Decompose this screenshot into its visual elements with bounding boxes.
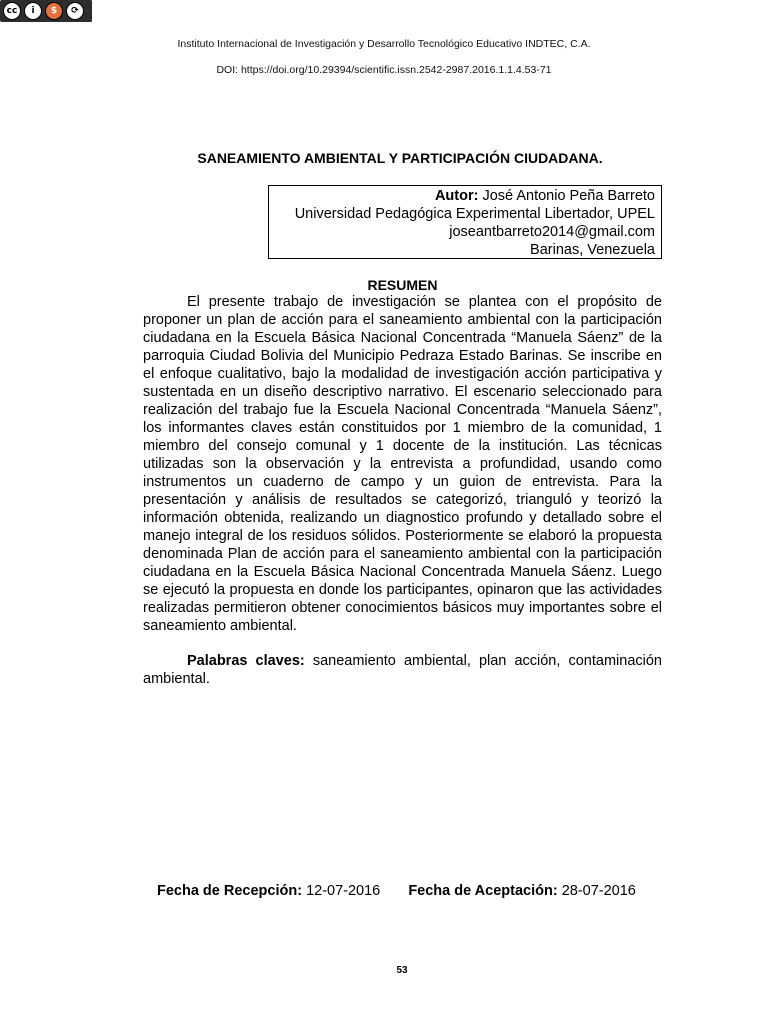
author-email[interactable]: joseantbarreto2014@gmail.com xyxy=(449,224,655,240)
author-box xyxy=(268,185,662,259)
author-name: José Antonio Peña Barreto xyxy=(482,188,655,204)
accepted-label: Fecha de Aceptación: xyxy=(408,883,558,899)
nc-icon: $ xyxy=(45,2,63,20)
keywords-text: saneamiento ambiental, plan acción, contaminación ambiental. xyxy=(143,653,662,687)
received-date: 12-07-2016 xyxy=(306,883,381,899)
author-label: Autor: xyxy=(434,188,479,204)
paper-title: SANEAMIENTO AMBIENTAL Y PARTICIPACIÓN CIUDADANA. xyxy=(197,150,603,166)
dates-line xyxy=(157,883,636,899)
abstract-heading: RESUMEN xyxy=(367,277,438,293)
cc-icon: cc xyxy=(3,2,21,20)
keywords-label: Palabras claves: xyxy=(187,653,305,669)
institution-header: Instituto Internacional de Investigación y Desarrollo Tecnológico Educativo INDTEC, C.A. xyxy=(177,38,591,50)
accepted-date: 28-07-2016 xyxy=(561,883,636,899)
abstract-text: El presente trabajo de investigación se plantea con el propósito de proponer un plan de acción para el saneamiento ambiental con la participación ciudadana en la Escuela Básica Nacional Concentrada “Manuela Sáenz” de la parroquia Ciudad Bolivia del Municipio Pedraza Estado Barinas. Se inscribe en el enfoque cualitativo, bajo la modalidad de investigación acción participativa y sustentada en un diseño descriptivo narrativo. El escenario seleccionado para realización del trabajo fue la Escuela Nacional Concentrada “Manuela Sáenz”, los informantes claves están constituidos por 1 miembro de la comunidad, 1 miembro del consejo comunal y 1 docente de la institución. Las técnicas utilizadas son la observación y la entrevista a profundidad, usando como instrumentos un cuaderno de campo y un guion de entrevista. Para la presentación y análisis de resultados se categorizó, trianguló y teorizó la información obtenida, realizando un diagnostico profundo y detallado sobre el manejo integral de los residuos sólidos. Posteriormente se elaboró la propuesta denominada Plan de acción para el saneamiento ambiental con la participación ciudadana en la Escuela Básica Nacional Concentrada Manuela Sáenz. Luego se ejecutó la propuesta en donde los participantes, opinaron que las actividades realizadas permitieron obtener conocimientos básicos muy importantes sobre el saneamiento ambiental. xyxy=(143,294,662,634)
received-label: Fecha de Recepción: xyxy=(157,883,303,899)
license-badge[interactable] xyxy=(0,0,92,22)
by-icon: i xyxy=(24,2,42,20)
keywords-paragraph xyxy=(143,652,662,688)
sa-icon: ⟳ xyxy=(66,2,84,20)
page-number: 53 xyxy=(396,965,408,976)
author-location: Barinas, Venezuela xyxy=(530,242,655,258)
author-affiliation: Universidad Pedagógica Experimental Libertador, UPEL xyxy=(294,206,655,222)
doi-line[interactable]: DOI: https://doi.org/10.29394/scientific.issn.2542-2987.2016.1.1.4.53-71 xyxy=(216,64,552,76)
author-line xyxy=(269,187,655,205)
